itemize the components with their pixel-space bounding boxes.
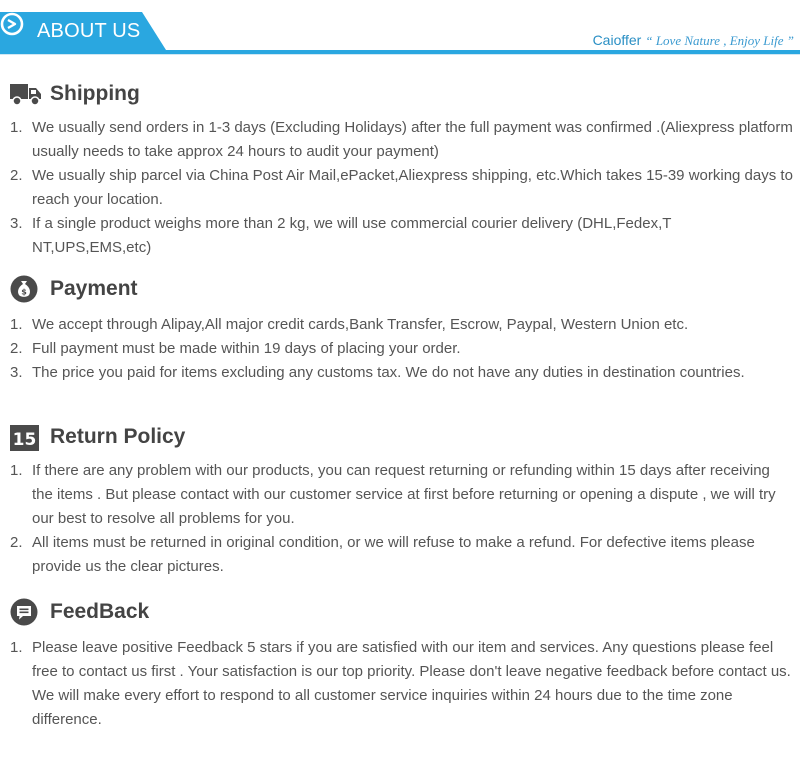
payment-list xyxy=(0,313,800,385)
brand-slogan: “ Love Nature , Enjoy Life ” xyxy=(645,33,794,48)
list-item xyxy=(0,116,800,164)
payment-section xyxy=(0,273,800,385)
list-item xyxy=(0,459,800,531)
about-us-tab xyxy=(0,12,166,50)
shipping-section xyxy=(0,78,800,260)
header-divider-shadow xyxy=(0,54,800,55)
list-item xyxy=(0,313,800,337)
feedback-heading xyxy=(0,596,800,628)
item-text: All items must be returned in original condition, or we will refuse to make a refund. For defective items please provide us the clear pictures. xyxy=(32,534,755,575)
list-item xyxy=(0,164,800,212)
feedback-title: FeedBack xyxy=(50,600,150,623)
brand xyxy=(593,30,794,50)
list-item xyxy=(0,531,800,579)
item-number: 1. xyxy=(10,316,23,333)
calendar-15-icon xyxy=(10,423,42,451)
svg-text:$: $ xyxy=(21,287,27,297)
item-text: Please leave positive Feedback 5 stars if you are satisfied with our item and services. Any questions please feel free to contact us first . Your satisfaction is our top priority. Please don't leave negative feedback before contact us. We will make every effort to respond to all customer service inquiries within 24 hours due to the time zone difference. xyxy=(32,639,791,728)
item-text: Full payment must be made within 19 days of placing your order. xyxy=(32,340,461,357)
item-number: 3. xyxy=(10,364,23,381)
item-number: 2. xyxy=(10,167,23,184)
return-policy-section xyxy=(0,421,800,579)
return-policy-list xyxy=(0,459,800,579)
item-text: We accept through Alipay,All major credit cards,Bank Transfer, Escrow, Paypal, Western Union etc. xyxy=(32,316,689,333)
about-us-header xyxy=(0,0,800,56)
return-policy-title: Return Policy xyxy=(50,425,186,448)
list-item xyxy=(0,361,800,385)
item-text: We usually send orders in 1-3 days (Excluding Holidays) after the full payment was confirmed .(Aliexpress platform usually needs to take approx 24 hours to audit your payment) xyxy=(32,119,793,160)
shipping-heading xyxy=(0,78,800,110)
payment-title: Payment xyxy=(50,277,138,300)
item-text: We usually ship parcel via China Post Air Mail,ePacket,Aliexpress shipping, etc.Which takes 15-39 working days to reach your location. xyxy=(32,167,793,208)
truck-icon xyxy=(10,80,42,108)
item-number: 2. xyxy=(10,340,23,357)
item-number: 2. xyxy=(10,534,23,551)
feedback-list xyxy=(0,636,800,732)
item-number: 1. xyxy=(10,119,23,136)
shipping-list xyxy=(0,116,800,260)
svg-text:15: 15 xyxy=(12,430,37,450)
item-number: 1. xyxy=(10,639,23,656)
chat-bubble-icon xyxy=(10,598,42,626)
list-item xyxy=(0,636,800,732)
payment-heading xyxy=(0,273,800,305)
feedback-section xyxy=(0,596,800,732)
item-text: If a single product weighs more than 2 kg, we will use commercial courier delivery (DHL,Fedex,T NT,UPS,EMS,etc) xyxy=(32,215,672,256)
return-policy-heading xyxy=(0,421,800,453)
list-item xyxy=(0,337,800,361)
brand-name: Caioffer xyxy=(592,32,642,48)
list-item xyxy=(0,212,800,260)
arrow-circle-icon xyxy=(0,12,24,36)
shipping-title: Shipping xyxy=(50,82,140,105)
page-title: ABOUT US xyxy=(37,20,141,42)
item-text: The price you paid for items excluding any customs tax. We do not have any duties in destination countries. xyxy=(32,364,745,381)
money-bag-icon xyxy=(10,275,42,303)
item-number: 3. xyxy=(10,215,23,232)
item-text: If there are any problem with our products, you can request returning or refunding within 15 days after receiving the items . But please contact with our customer service at first before returning or opening a dispute , we will try our best to resolve all problems for you. xyxy=(32,462,776,527)
item-number: 1. xyxy=(10,462,23,479)
